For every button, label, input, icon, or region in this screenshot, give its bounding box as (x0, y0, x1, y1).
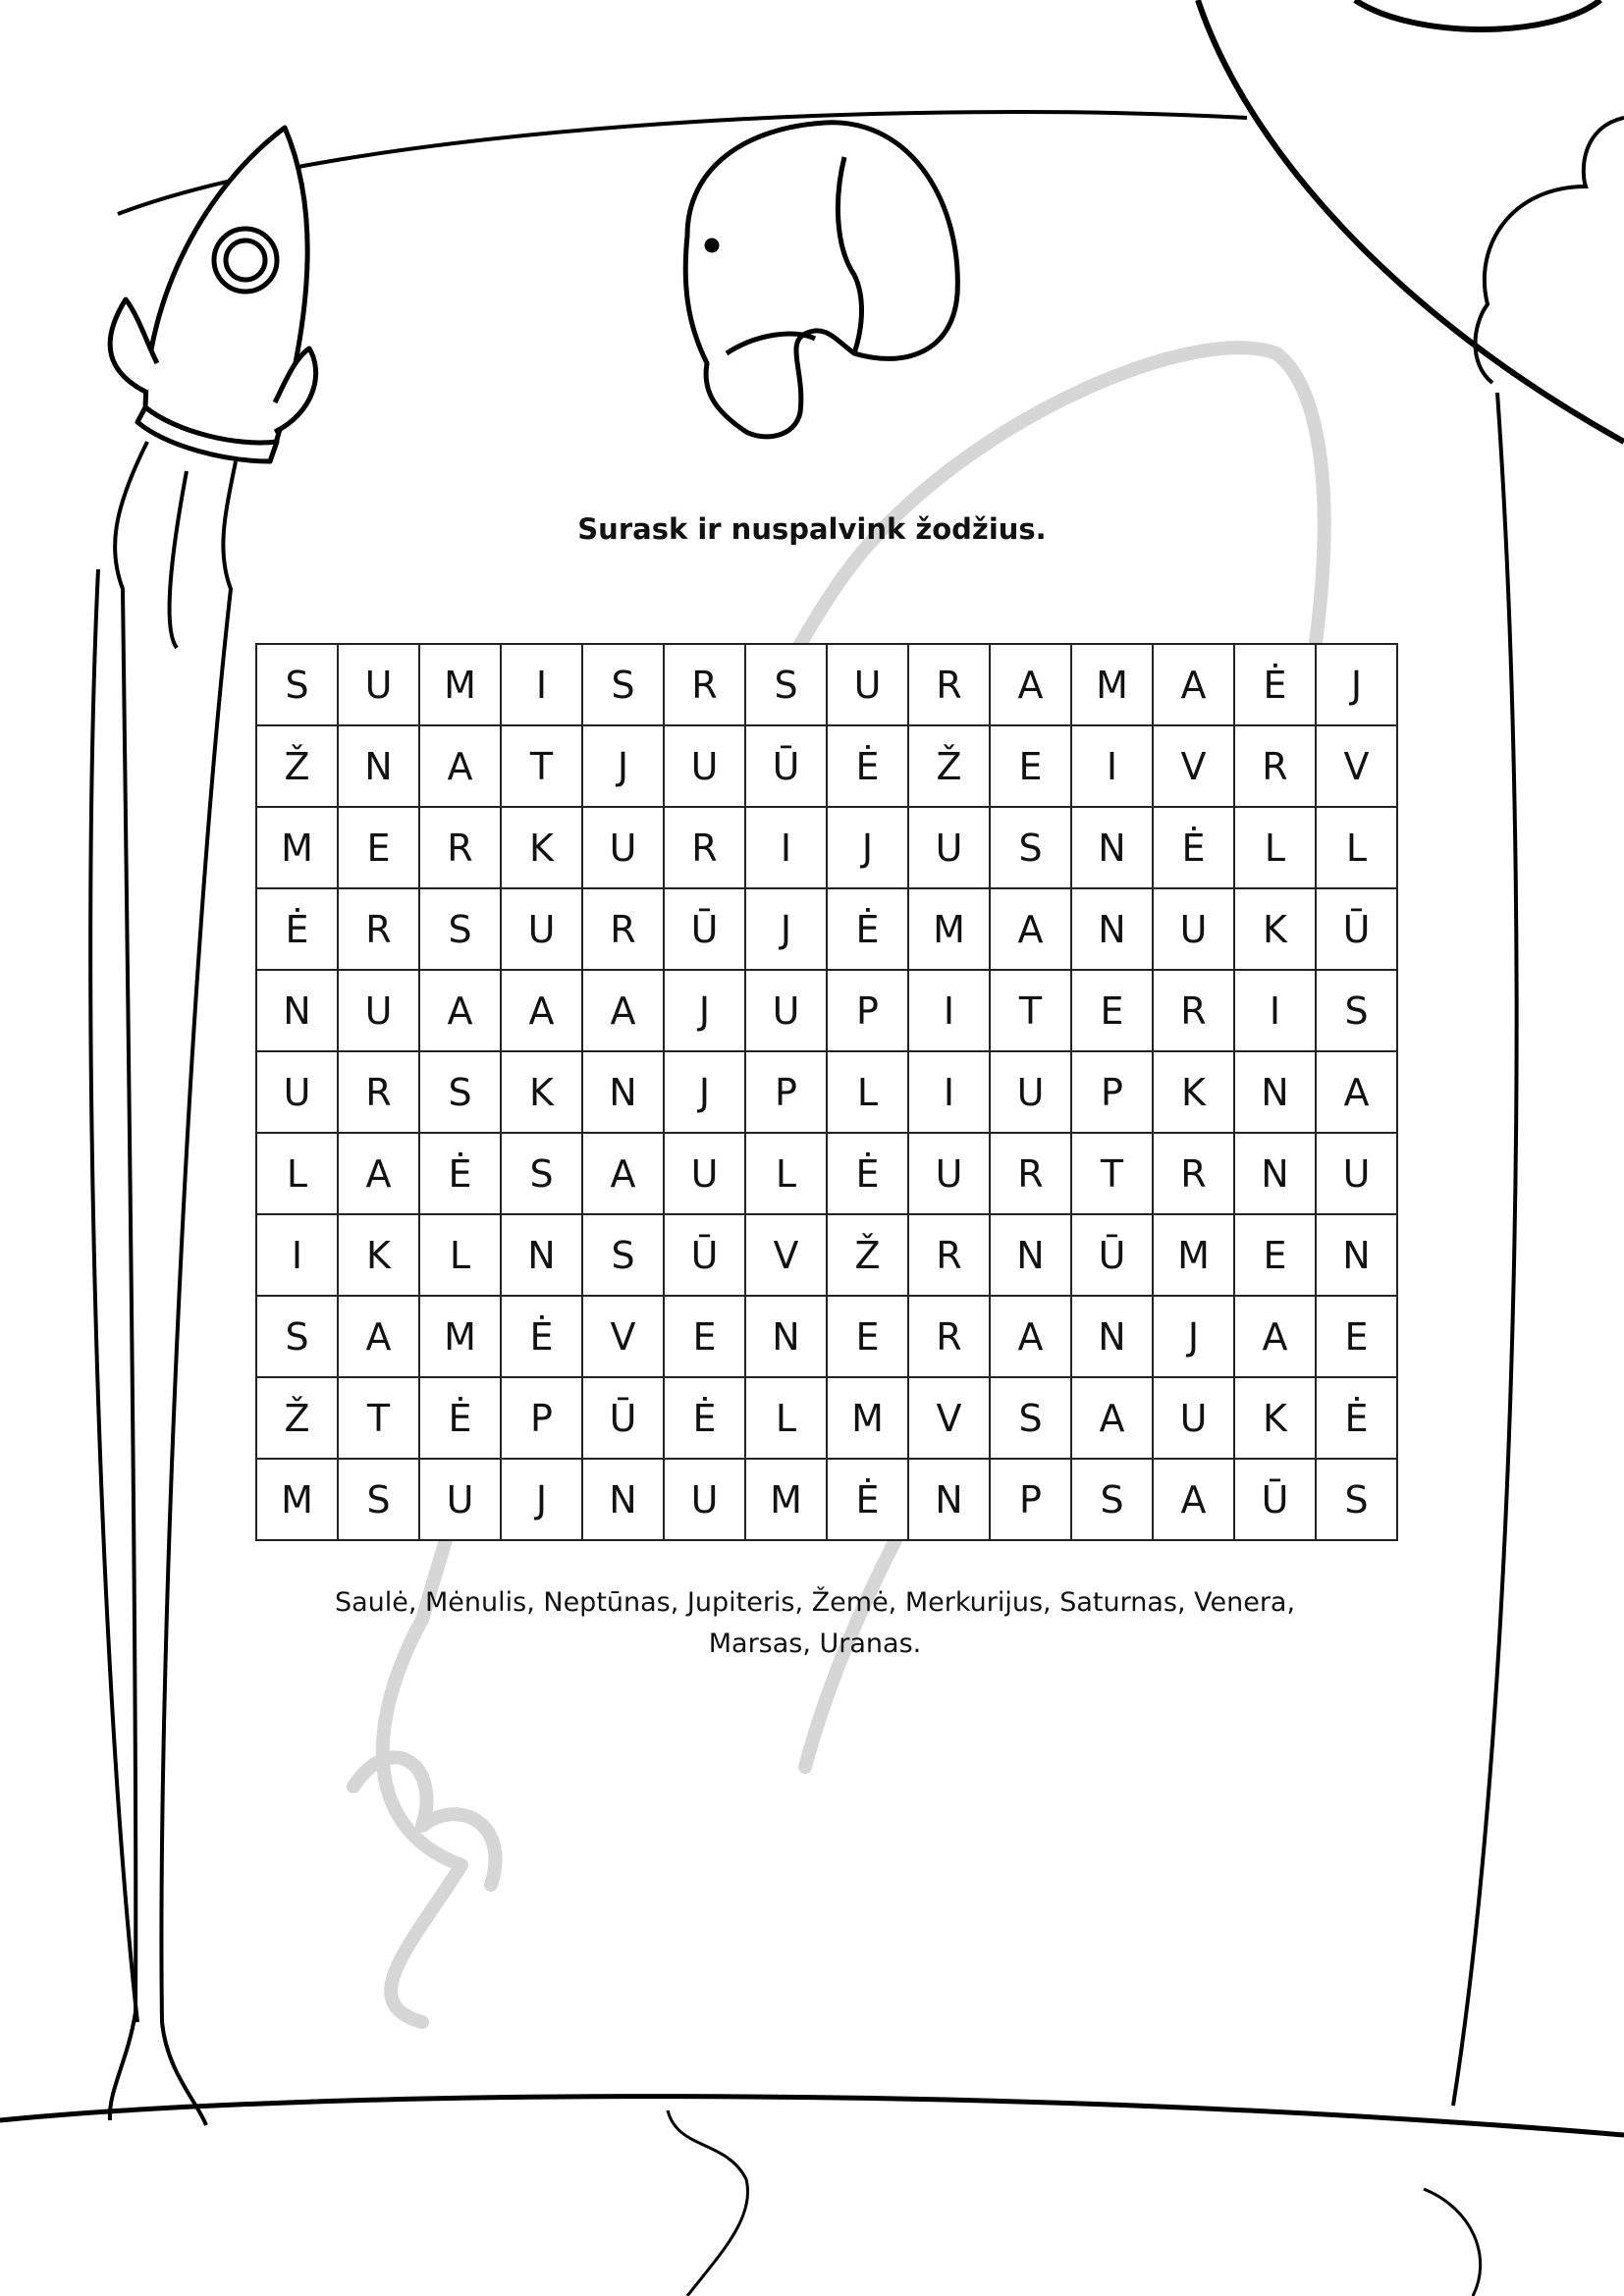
grid-cell[interactable]: K (501, 1051, 582, 1133)
grid-cell[interactable]: R (419, 807, 501, 888)
grid-cell[interactable]: U (1316, 1133, 1397, 1214)
grid-cell[interactable]: E (1234, 1214, 1316, 1296)
grid-cell[interactable]: A (1234, 1296, 1316, 1377)
grid-cell[interactable]: S (745, 644, 827, 725)
grid-cell[interactable]: R (1234, 725, 1316, 807)
grid-cell[interactable]: N (582, 1459, 664, 1540)
grid-cell[interactable]: Ė (1316, 1377, 1397, 1459)
grid-cell[interactable]: A (501, 970, 582, 1051)
grid-cell[interactable]: E (990, 725, 1071, 807)
grid-cell[interactable]: J (1316, 644, 1397, 725)
grid-cell[interactable]: V (1316, 725, 1397, 807)
word-list (275, 1582, 1355, 1665)
grid-cell[interactable]: M (256, 807, 338, 888)
grid-cell[interactable]: Ū (664, 888, 745, 970)
grid-cell[interactable]: U (256, 1051, 338, 1133)
grid-cell[interactable]: M (256, 1459, 338, 1540)
grid-cell[interactable]: U (990, 1051, 1071, 1133)
grid-cell[interactable]: A (1316, 1051, 1397, 1133)
grid-cell[interactable]: S (1316, 1459, 1397, 1540)
grid-cell[interactable]: N (1071, 807, 1153, 888)
grid-cell[interactable]: L (1316, 807, 1397, 888)
grid-cell[interactable]: Ė (827, 725, 908, 807)
grid-cell[interactable]: T (990, 970, 1071, 1051)
grid-cell[interactable]: M (908, 888, 990, 970)
grid-cell[interactable]: E (1071, 970, 1153, 1051)
grid-cell[interactable]: S (1316, 970, 1397, 1051)
grid-cell[interactable]: E (1316, 1296, 1397, 1377)
grid-cell[interactable]: T (338, 1377, 419, 1459)
grid-cell[interactable]: P (1071, 1051, 1153, 1133)
grid-cell[interactable]: A (1071, 1377, 1153, 1459)
grid-cell[interactable]: Ū (745, 725, 827, 807)
grid-cell[interactable]: J (501, 1459, 582, 1540)
grid-cell[interactable]: K (1234, 888, 1316, 970)
grid-cell[interactable]: J (1153, 1296, 1234, 1377)
grid-cell[interactable]: A (582, 1133, 664, 1214)
grid-cell[interactable]: J (664, 1051, 745, 1133)
grid-cell[interactable]: N (1316, 1214, 1397, 1296)
grid-cell[interactable]: M (745, 1459, 827, 1540)
grid-cell[interactable]: S (501, 1133, 582, 1214)
grid-cell[interactable]: Ū (582, 1377, 664, 1459)
grid-cell[interactable]: Ū (1071, 1214, 1153, 1296)
grid-cell[interactable]: V (908, 1377, 990, 1459)
grid-cell[interactable]: L (419, 1214, 501, 1296)
grid-cell[interactable]: J (745, 888, 827, 970)
grid-cell[interactable]: Ž (256, 725, 338, 807)
grid-cell[interactable]: A (338, 1133, 419, 1214)
grid-cell[interactable]: Ū (1316, 888, 1397, 970)
grid-cell[interactable]: S (990, 1377, 1071, 1459)
grid-cell[interactable]: N (256, 970, 338, 1051)
grid-cell[interactable]: A (582, 970, 664, 1051)
grid-cell[interactable]: A (338, 1296, 419, 1377)
grid-cell[interactable]: A (1153, 644, 1234, 725)
grid-cell[interactable]: Ė (1153, 807, 1234, 888)
grid-cell[interactable]: R (664, 807, 745, 888)
grid-cell[interactable]: Ū (664, 1214, 745, 1296)
grid-cell[interactable]: K (1153, 1051, 1234, 1133)
grid-cell[interactable]: J (827, 807, 908, 888)
grid-cell[interactable]: N (745, 1296, 827, 1377)
grid-cell[interactable]: M (1153, 1214, 1234, 1296)
grid-cell[interactable]: U (338, 970, 419, 1051)
grid-cell[interactable]: N (1071, 1296, 1153, 1377)
grid-row (256, 725, 1397, 807)
grid-cell[interactable]: U (1153, 1377, 1234, 1459)
grid-cell[interactable]: E (664, 1296, 745, 1377)
ground-outline (0, 2097, 1624, 2296)
grid-cell[interactable]: L (745, 1377, 827, 1459)
grid-cell[interactable]: M (1071, 644, 1153, 725)
grid-cell[interactable]: M (419, 1296, 501, 1377)
grid-cell[interactable]: T (501, 725, 582, 807)
grid-cell[interactable]: U (501, 888, 582, 970)
word-search-grid (255, 643, 1398, 1541)
instruction-heading: Surask ir nuspalvink žodžius. (577, 512, 1047, 546)
grid-cell[interactable]: Ė (827, 888, 908, 970)
grid-row (256, 807, 1397, 888)
grid-cell[interactable]: J (664, 970, 745, 1051)
grid-cell[interactable]: Ž (908, 725, 990, 807)
grid-cell[interactable]: R (990, 1133, 1071, 1214)
grid-cell[interactable]: L (827, 1051, 908, 1133)
grid-cell[interactable]: U (419, 1459, 501, 1540)
grid-cell[interactable]: R (664, 644, 745, 725)
grid-cell[interactable]: M (827, 1377, 908, 1459)
grid-cell[interactable]: K (1234, 1377, 1316, 1459)
grid-cell[interactable]: I (908, 970, 990, 1051)
grid-cell[interactable]: P (990, 1459, 1071, 1540)
grid-cell[interactable]: M (419, 644, 501, 725)
grid-cell[interactable]: S (256, 1296, 338, 1377)
grid-cell[interactable]: L (1234, 807, 1316, 888)
grid-cell[interactable]: L (256, 1133, 338, 1214)
grid-cell[interactable]: R (908, 1296, 990, 1377)
grid-cell[interactable]: V (1153, 725, 1234, 807)
planet-icon (1198, 0, 1624, 442)
grid-cell[interactable]: S (419, 888, 501, 970)
grid-cell[interactable]: I (256, 1214, 338, 1296)
grid-cell[interactable]: U (908, 1133, 990, 1214)
grid-cell[interactable]: E (338, 807, 419, 888)
grid-cell[interactable]: Ū (1234, 1459, 1316, 1540)
grid-cell[interactable]: K (338, 1214, 419, 1296)
grid-row (256, 1133, 1397, 1214)
grid-cell[interactable]: I (501, 644, 582, 725)
grid-cell[interactable]: Ė (501, 1296, 582, 1377)
grid-cell[interactable]: S (419, 1051, 501, 1133)
rocket-icon (110, 128, 316, 461)
grid-row (256, 644, 1397, 725)
grid-row (256, 1377, 1397, 1459)
grid-cell[interactable]: A (990, 644, 1071, 725)
grid-cell[interactable]: K (501, 807, 582, 888)
grid-cell[interactable]: A (1153, 1459, 1234, 1540)
grid-cell[interactable]: U (664, 1133, 745, 1214)
elephant-head-icon (685, 123, 957, 437)
grid-cell[interactable]: N (1234, 1133, 1316, 1214)
grid-cell[interactable]: A (990, 888, 1071, 970)
grid-row (256, 1296, 1397, 1377)
grid-cell[interactable]: I (1071, 725, 1153, 807)
grid-cell[interactable]: R (1153, 970, 1234, 1051)
grid-cell[interactable]: Ė (1234, 644, 1316, 725)
grid-cell[interactable]: U (827, 644, 908, 725)
grid-cell[interactable]: T (1071, 1133, 1153, 1214)
grid-cell[interactable]: S (256, 644, 338, 725)
grid-cell[interactable]: Ž (256, 1377, 338, 1459)
grid-cell[interactable]: S (338, 1459, 419, 1540)
grid-cell[interactable]: N (582, 1051, 664, 1133)
rocket-exhaust-trail (110, 442, 236, 2125)
grid-cell[interactable]: R (908, 644, 990, 725)
grid-cell[interactable]: N (908, 1459, 990, 1540)
grid-cell[interactable]: S (1071, 1459, 1153, 1540)
grid-cell[interactable]: P (501, 1377, 582, 1459)
grid-cell[interactable]: I (745, 807, 827, 888)
grid-cell[interactable]: N (990, 1214, 1071, 1296)
grid-row (256, 1459, 1397, 1540)
grid-cell[interactable]: I (1234, 970, 1316, 1051)
word-list-line-1: Saulė, Mėnulis, Neptūnas, Jupiteris, Žemė, Merkurijus, Saturnas, Venera, (334, 1587, 1296, 1618)
grid-cell[interactable]: V (745, 1214, 827, 1296)
grid-cell[interactable]: Ė (256, 888, 338, 970)
grid-cell[interactable]: N (1234, 1051, 1316, 1133)
grid-cell[interactable]: I (908, 1051, 990, 1133)
grid-cell[interactable]: Ė (664, 1377, 745, 1459)
grid-cell[interactable]: N (338, 725, 419, 807)
grid-cell[interactable]: N (1071, 888, 1153, 970)
grid-cell[interactable]: S (990, 807, 1071, 888)
grid-cell[interactable]: A (419, 970, 501, 1051)
grid-cell[interactable]: J (582, 725, 664, 807)
word-list-line-2: Marsas, Uranas. (708, 1629, 922, 1659)
grid-cell[interactable]: U (908, 807, 990, 888)
grid-cell[interactable]: Ž (827, 1214, 908, 1296)
grid-cell[interactable]: R (582, 888, 664, 970)
grid-cell[interactable]: U (582, 807, 664, 888)
grid-row (256, 1051, 1397, 1133)
grid-cell[interactable]: P (745, 1051, 827, 1133)
grid-cell[interactable]: U (664, 1459, 745, 1540)
grid-cell[interactable]: Ė (827, 1459, 908, 1540)
grid-cell[interactable]: U (745, 970, 827, 1051)
grid-cell[interactable]: A (990, 1296, 1071, 1377)
grid-cell[interactable]: A (419, 725, 501, 807)
grid-cell[interactable]: R (908, 1214, 990, 1296)
grid-cell[interactable]: S (582, 644, 664, 725)
grid-cell[interactable]: R (1153, 1133, 1234, 1214)
grid-cell[interactable]: Ė (827, 1133, 908, 1214)
grid-cell[interactable]: U (1153, 888, 1234, 970)
grid-cell[interactable]: U (338, 644, 419, 725)
grid-cell[interactable]: R (338, 1051, 419, 1133)
grid-cell[interactable]: Ė (419, 1133, 501, 1214)
grid-cell[interactable]: N (501, 1214, 582, 1296)
grid-cell[interactable]: P (827, 970, 908, 1051)
grid-cell[interactable]: U (664, 725, 745, 807)
grid-cell[interactable]: E (827, 1296, 908, 1377)
grid-row (256, 888, 1397, 970)
grid-cell[interactable]: Ė (419, 1377, 501, 1459)
grid-cell[interactable]: L (745, 1133, 827, 1214)
grid-cell[interactable]: V (582, 1296, 664, 1377)
grid-row (256, 1214, 1397, 1296)
grid-cell[interactable]: R (338, 888, 419, 970)
grid-cell[interactable]: S (582, 1214, 664, 1296)
grid-row (256, 970, 1397, 1051)
